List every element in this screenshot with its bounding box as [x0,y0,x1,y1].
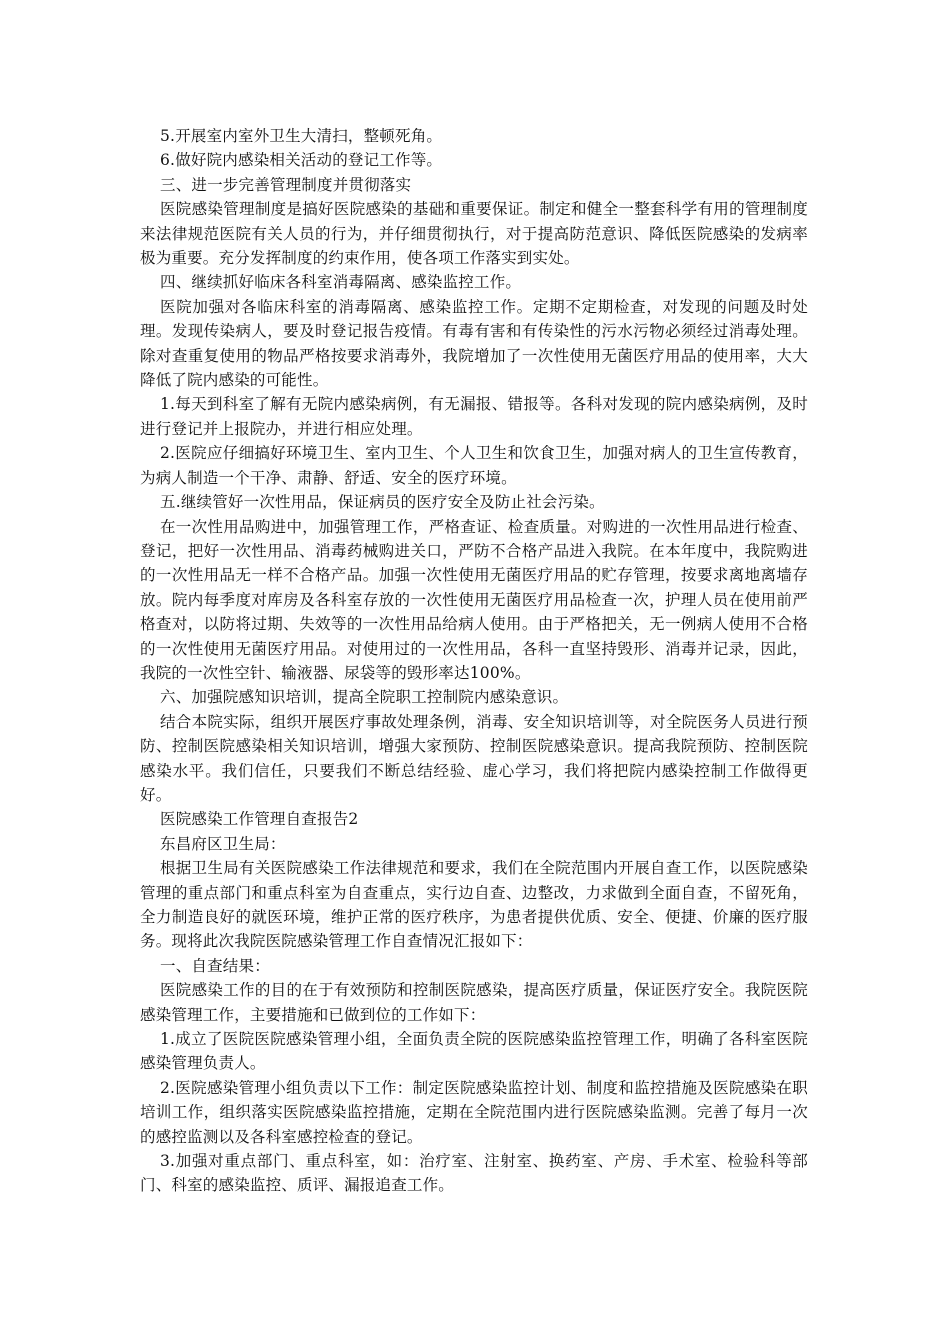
document-body [140,124,808,1198]
list-item-3: 3.加强对重点部门、重点科室，如：治疗室、注射室、换药室、产房、手术室、检验科等部门、科室的感染监控、质评、漏报追查工作。 [140,1152,808,1195]
list-item-2: 2.医院感染管理小组负责以下工作：制定医院感染监控计划、制度和监控措施及医院感染在职培训工作，组织落实医院感染监控措施，定期在全院范围内进行医院感染监测。完善了每月一次的感控监测以及各科室感控检查的登记。 [140,1078,808,1146]
body-paragraph: 在一次性用品购进中，加强管理工作，严格查证、检查质量。对购进的一次性用品进行检查、登记，把好一次性用品、消毒药械购进关口，严防不合格产品进入我院。在本年度中，我院购进的一次性用品无一样不合格产品。加强一次性使用无菌医疗用品的贮存管理，按要求离地离墙存放。院内每季度对库房及各科室存放的一次性使用无菌医疗用品检查一次，护理人员在使用前严格查对，以防将过期、失效等的一次性用品给病人使用。由于严格把关，无一例病人使用不合格的一次性使用无菌医疗用品。对使用过的一次性用品，各科一直坚持毁形、消毒并记录，因此，我院的一次性空针、输液器、尿袋等的毁形率达100%。 [140,517,808,682]
list-item-5: 5.开展室内室外卫生大清扫，整顿死角。 [160,127,443,145]
section-heading-1: 一、自查结果： [160,956,270,975]
list-item-1: 1.每天到科室了解有无院内感染病例，有无漏报、错报等。各科对发现的院内感染病例，及时进行登记并上报院办，并进行相应处理。 [140,395,808,438]
section-heading-5: 五.继续管好一次性用品，保证病员的医疗安全及防止社会污染。 [160,493,605,512]
section-heading-6: 六、加强院感知识培训，提高全院职工控制院内感染意识。 [160,688,569,707]
body-paragraph: 医院感染工作的目的在于有效预防和控制医院感染，提高医疗质量，保证医疗安全。我院医院感染管理工作，主要措施和已做到位的工作如下： [140,981,808,1024]
body-paragraph: 根据卫生局有关医院感染工作法律规范和要求，我们在全院范围内开展自查工作，以医院感染管理的重点部门和重点科室为自查重点，实行边自查、边整改，力求做到全面自查，不留死角，全力制造良好的就医环境，维护正常的医疗秩序，为患者提供优质、安全、便捷、价廉的医疗服务。现将此次我院医院感染管理工作自查情况汇报如下： [140,859,808,951]
list-item-1: 1.成立了医院医院感染管理小组，全面负责全院的医院感染监控管理工作，明确了各科室医院感染管理负责人。 [140,1030,808,1073]
body-paragraph: 结合本院实际，组织开展医疗事故处理条例，消毒、安全知识培训等，对全院医务人员进行预防、控制医院感染相关知识培训，增强大家预防、控制医院感染意识。提高我院预防、控制医院感染水平。我们信任，只要我们不断总结经验、虚心学习，我们将把院内感染控制工作做得更好。 [140,712,808,804]
body-paragraph: 医院加强对各临床科室的消毒隔离、感染监控工作。定期不定期检查，对发现的问题及时处理。发现传染病人，要及时登记报告疫情。有毒有害和有传染性的污水污物必须经过消毒处理。除对查重复使用的物品严格按要求消毒外，我院增加了一次性使用无菌医疗用品的使用率，大大降低了院内感染的可能性。 [140,297,808,390]
section-heading-4: 四、继续抓好临床各科室消毒隔离、感染监控工作。 [160,273,522,292]
report-title: 医院感染工作管理自查报告2 [160,810,359,829]
list-item-2: 2.医院应仔细搞好环境卫生、室内卫生、个人卫生和饮食卫生，加强对病人的卫生宣传教育，为病人制造一个干净、肃静、舒适、安全的医疗环境。 [140,444,808,487]
section-heading-3: 三、进一步完善管理制度并贯彻落实 [160,175,412,194]
addressee: 东昌府区卫生局： [160,834,286,853]
body-paragraph: 医院感染管理制度是搞好医院感染的基础和重要保证。制定和健全一整套科学有用的管理制度来法律规范医院有关人员的行为，并仔细贯彻执行，对于提高防范意识、降低医院感染的发病率极为重要。充分发挥制度的约束作用，使各项工作落实到实处。 [140,200,808,268]
list-item-6: 6.做好院内感染相关活动的登记工作等。 [160,151,443,170]
